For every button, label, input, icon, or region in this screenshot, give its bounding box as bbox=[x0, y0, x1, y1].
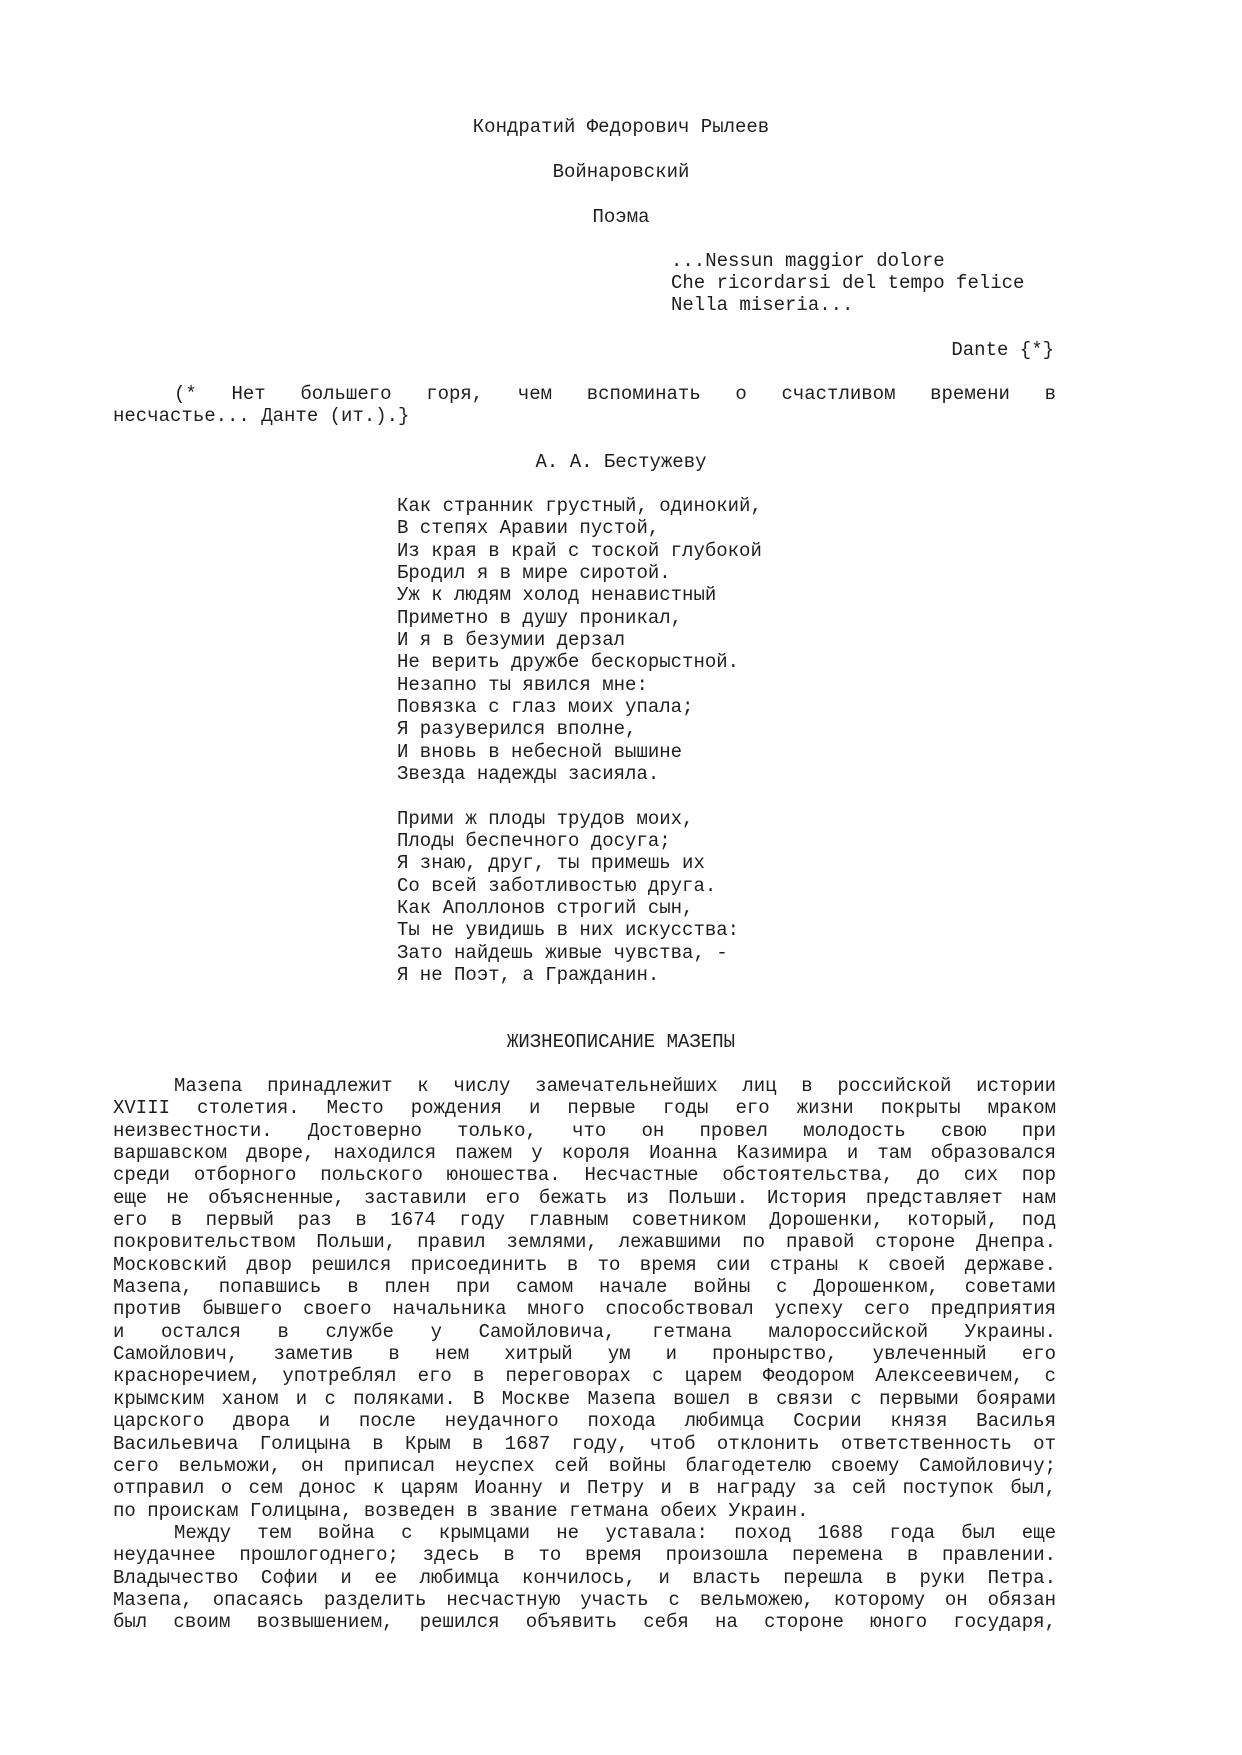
poem-line: И вновь в небесной вышине bbox=[397, 741, 683, 763]
paragraph-line: был своим возвышением, решился объявить себя на стороне юного государя, bbox=[113, 1611, 1056, 1634]
poem-line: Как странник грустный, одинокий, bbox=[397, 495, 762, 517]
paragraph-line: отправил о сем донос к царям Иоанну и Петру и в награду за сей поступок был, bbox=[113, 1477, 1056, 1500]
footnote-line: (* Нет большего горя, чем вспоминать о счастливом времени в bbox=[174, 383, 1056, 405]
poem-line: Я знаю, друг, ты примешь их bbox=[397, 852, 705, 874]
author-name: Кондратий Федорович Рылеев bbox=[472, 116, 770, 138]
poem-line: Звезда надежды засияла. bbox=[397, 763, 660, 785]
paragraph-line: покровительством Польши, правил землями, лежавшими по правой стороне Днепра. bbox=[113, 1231, 1056, 1254]
footnote bbox=[113, 383, 1056, 428]
paragraph-line: XVIII столетия. Место рождения и первые годы его жизни покрыты мраком bbox=[113, 1097, 1056, 1120]
poem-line: В степях Аравии пустой, bbox=[397, 517, 660, 539]
poem-line: Уж к людям холод ненавистный bbox=[397, 584, 717, 606]
biography-paragraph-2 bbox=[113, 1522, 1056, 1634]
paragraph-line: среди отборного польского юношества. Несчастные обстоятельства, до сих пор bbox=[113, 1164, 1056, 1187]
paragraph-line: Московский двор решился присоединить в то время сии страны к своей державе. bbox=[113, 1253, 1056, 1276]
biography-paragraph-1 bbox=[113, 1075, 1056, 1522]
paragraph-line: красноречием, употреблял его в переговорах с царем Феодором Алексеевичем, с bbox=[113, 1365, 1056, 1388]
paragraph-line: еще не объясненные, заставили его бежать из Польши. История представляет нам bbox=[113, 1186, 1056, 1209]
paragraph-line: неизвестности. Достоверно только, что он провел молодость свою при bbox=[113, 1119, 1056, 1142]
paragraph-line: царского двора и после неудачного похода любимца Сосрии князя Василья bbox=[113, 1410, 1056, 1433]
poem-line: Плоды беспечного досуга; bbox=[397, 830, 671, 852]
paragraph-line: по проискам Голицына, возведен в звание гетмана обеих Украин. bbox=[113, 1499, 809, 1522]
paragraph-line: неудачнее прошлогоднего; здесь в то время произошла перемена в правлении. bbox=[113, 1544, 1056, 1567]
epigraph-attribution: Dante {*} bbox=[951, 339, 1054, 361]
poem-line: Из края в край с тоской глубокой bbox=[397, 540, 762, 562]
paragraph-line: против бывшего своего начальника много способствовал успеху сего предприятия bbox=[113, 1298, 1056, 1321]
poem-line: Незапно ты явился мне: bbox=[397, 674, 648, 696]
poem-line: Прими ж плоды трудов моих, bbox=[397, 808, 694, 830]
poem-title: Войнаровский bbox=[552, 161, 690, 183]
poem-line: Повязка с глаз моих упала; bbox=[397, 696, 694, 718]
epigraph-line: ...Nessun maggior dolore bbox=[671, 250, 945, 272]
paragraph-line: варшавском дворе, находился пажем у короля Иоанна Казимира и там образовался bbox=[113, 1142, 1056, 1165]
poem-line: Как Аполлонов строгий сын, bbox=[397, 897, 694, 919]
poem-line: Зато найдешь живые чувства, - bbox=[397, 942, 728, 964]
poem-line: Бродил я в мире сиротой. bbox=[397, 562, 671, 584]
biography-heading: ЖИЗНЕОПИСАНИЕ МАЗЕПЫ bbox=[506, 1031, 736, 1053]
paragraph-line: крымским ханом и с поляками. В Москве Мазепа вошел в связи с первыми боярами bbox=[113, 1387, 1056, 1410]
paragraph-line: Мазепа, опасаясь разделить несчастную участь с вельможею, которому он обязан bbox=[113, 1589, 1056, 1612]
poem-line: Со всей заботливостью друга. bbox=[397, 875, 717, 897]
poem-line: И я в безумии дерзал bbox=[397, 629, 626, 651]
paragraph-line: Мазепа принадлежит к числу замечательнейших лиц в российской истории bbox=[174, 1075, 1056, 1097]
footnote-line: несчастье... Данте (ит.).} bbox=[113, 405, 410, 428]
paragraph-line: его в первый раз в 1674 году главным советником Дорошенки, который, под bbox=[113, 1209, 1056, 1232]
poem-line: Я разуверился вполне, bbox=[397, 718, 637, 740]
poem-line: Приметно в душу проникал, bbox=[397, 607, 683, 629]
paragraph-line: Владычество Софии и ее любимца кончилось, и власть перешла в руки Петра. bbox=[113, 1566, 1056, 1589]
paragraph-line: Между тем война с крымцами не уставала: поход 1688 года был еще bbox=[174, 1522, 1056, 1544]
paragraph-line: Самойлович, заметив в нем хитрый ум и пронырство, увлеченный его bbox=[113, 1343, 1056, 1366]
poem-line: Я не Поэт, а Гражданин. bbox=[397, 964, 660, 986]
paragraph-line: Мазепа, попавшись в плен при самом начале войны с Дорошенком, советами bbox=[113, 1276, 1056, 1299]
epigraph-line: Che ricordarsi del tempo felice bbox=[671, 272, 1025, 294]
epigraph-line: Nella miseria... bbox=[671, 294, 854, 316]
poem-line: Не верить дружбе бескорыстной. bbox=[397, 651, 740, 673]
paragraph-line: сего вельможи, он приписал неуспех сей войны благодетелю своему Самойловичу; bbox=[113, 1454, 1056, 1477]
poem-line: Ты не увидишь в них искусства: bbox=[397, 919, 740, 941]
poem-genre: Поэма bbox=[592, 206, 650, 228]
dedication-heading: А. А. Бестужеву bbox=[535, 451, 707, 473]
paragraph-line: Васильевича Голицына в Крым в 1687 году, чтоб отклонить ответственность от bbox=[113, 1432, 1056, 1455]
paragraph-line: и остался в службе у Самойловича, гетмана малороссийской Украины. bbox=[113, 1320, 1056, 1343]
